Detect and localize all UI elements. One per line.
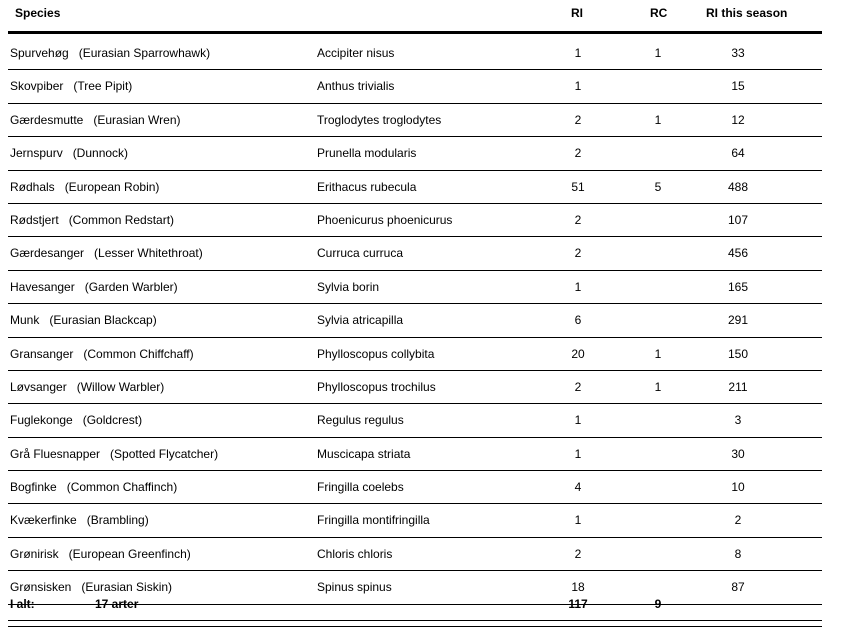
ri-season-value: 33 [731,46,745,60]
english-name: (Tree Pipit) [73,79,133,94]
latin-name: Fringilla montifringilla [317,513,430,528]
rc-value: 1 [654,112,662,127]
danish-name: Gærdesanger [10,246,85,261]
ri-season-value: 488 [727,179,749,194]
danish-name: Grå Fluesnapper [10,446,101,461]
species-name [10,180,159,194]
ri-season-value: 456 [727,246,749,261]
latin-name: Chloris chloris [317,546,393,561]
header-rc: RC [650,6,668,20]
english-name: (Brambling) [86,513,149,528]
table-row [8,70,822,103]
ri-value: 1 [574,46,582,60]
ri-value: 2 [574,146,582,161]
danish-name: Rødhals [10,179,55,194]
table-header [0,0,822,32]
table-row [8,338,822,371]
english-name: (Common Chaffinch) [66,480,178,495]
ri-season-value: 87 [731,580,745,595]
table-row [8,37,822,70]
species-table-body [0,37,822,605]
species-name [10,113,181,127]
english-name: (Common Chiffchaff) [83,346,194,361]
ri-season-value: 64 [731,146,745,161]
latin-name: Muscicapa striata [317,446,411,461]
total-rc: 9 [654,597,662,611]
ri-season-value: 3 [734,413,742,428]
english-name: (Goldcrest) [82,413,143,428]
bottom-rule-double [8,626,822,627]
table-row [8,438,822,471]
ri-season-value: 10 [731,480,745,495]
ri-value: 1 [574,413,582,428]
header-ri: RI [571,6,583,20]
ri-season-value: 8 [734,546,742,561]
danish-name: Munk [10,313,40,328]
rc-value: 1 [654,346,662,361]
ri-value: 1 [574,79,582,94]
ri-value: 4 [574,480,582,495]
table-row [8,404,822,437]
table-row [8,204,822,237]
table-row [8,371,822,404]
species-name [10,313,157,327]
header-species: Species [15,6,61,20]
species-name [10,246,203,260]
english-name: (European Robin) [64,179,160,194]
english-name: (Common Redstart) [68,212,175,227]
ri-value: 2 [574,212,582,227]
total-label: I alt: [10,597,35,611]
danish-name: Grønirisk [10,546,59,561]
danish-name: Skovpiber [10,79,64,94]
table-row [8,271,822,304]
english-name: (Lesser Whitethroat) [94,246,203,261]
table-row [8,304,822,337]
bottom-rule [8,620,822,621]
latin-name: Troglodytes troglodytes [317,112,442,127]
english-name: (Spotted Flycatcher) [110,446,219,461]
species-name [10,213,174,227]
ri-season-value: 12 [731,112,745,127]
latin-name: Fringilla coelebs [317,480,404,495]
english-name: (Eurasian Wren) [93,112,181,127]
ri-value: 20 [571,346,585,361]
ri-value: 2 [574,379,582,394]
danish-name: Havesanger [10,279,75,294]
ri-season-value: 30 [731,446,745,461]
ri-value: 2 [574,546,582,561]
species-name [10,513,149,527]
rc-value: 1 [654,46,662,60]
english-name: (Garden Warbler) [84,279,178,294]
ri-season-value: 165 [727,279,749,294]
ri-value: 1 [574,279,582,294]
table-row [8,504,822,537]
english-name: (Eurasian Blackcap) [49,313,157,328]
table-row [8,171,822,204]
total-species-count: 17 arter [95,597,139,611]
ri-value: 6 [574,313,582,328]
latin-name: Phylloscopus trochilus [317,379,436,394]
species-name [10,413,142,427]
english-name: (Willow Warbler) [76,379,165,394]
table-row [8,471,822,504]
latin-name: Phylloscopus collybita [317,346,435,361]
latin-name: Sylvia atricapilla [317,313,404,328]
species-name [10,46,210,60]
latin-name: Spinus spinus [317,580,392,595]
species-name [10,79,132,93]
ri-season-value: 211 [728,379,748,394]
species-name [10,347,194,361]
total-row [8,590,822,618]
species-name [10,447,218,461]
rc-value: 1 [654,379,662,394]
ri-value: 2 [574,246,582,261]
latin-name: Anthus trivialis [317,79,395,94]
header-rule [8,31,822,34]
danish-name: Bogfinke [10,480,57,495]
rc-value: 5 [654,179,662,194]
danish-name: Fuglekonge [10,413,73,428]
species-name [10,547,191,561]
english-name: (Eurasian Siskin) [81,580,173,595]
table-row [8,137,822,170]
danish-name: Jernspurv [10,146,63,161]
ri-value: 18 [571,580,585,595]
latin-name: Erithacus rubecula [317,179,417,194]
table-row [8,538,822,571]
ri-season-value: 107 [727,212,749,227]
ri-season-value: 15 [731,79,745,94]
species-name [10,280,178,294]
species-name [10,380,164,394]
total-ri: 117 [568,597,588,611]
danish-name: Løvsanger [10,379,67,394]
species-name [10,480,177,494]
latin-name: Sylvia borin [317,279,380,294]
danish-name: Gærdesmutte [10,112,84,127]
latin-name: Curruca curruca [317,246,404,261]
ri-value: 51 [571,179,585,194]
english-name: (Eurasian Sparrowhawk) [78,46,211,60]
danish-name: Kvækerfinke [10,513,77,528]
ri-value: 2 [574,112,582,127]
table-row [8,104,822,137]
ri-season-value: 150 [727,346,749,361]
latin-name: Accipiter nisus [317,46,395,60]
danish-name: Spurvehøg [10,46,69,60]
ri-value: 1 [574,446,582,461]
latin-name: Regulus regulus [317,413,404,428]
english-name: (European Greenfinch) [68,546,191,561]
ri-value: 1 [574,513,582,528]
ri-season-value: 2 [734,513,742,528]
danish-name: Grønsisken [10,580,72,595]
latin-name: Prunella modularis [317,146,417,161]
species-name [10,146,128,160]
header-ri-season: RI this season [706,6,788,20]
ri-season-value: 291 [727,313,749,328]
english-name: (Dunnock) [72,146,129,161]
latin-name: Phoenicurus phoenicurus [317,212,453,227]
danish-name: Rødstjert [10,212,59,227]
danish-name: Gransanger [10,346,74,361]
table-row [8,237,822,270]
